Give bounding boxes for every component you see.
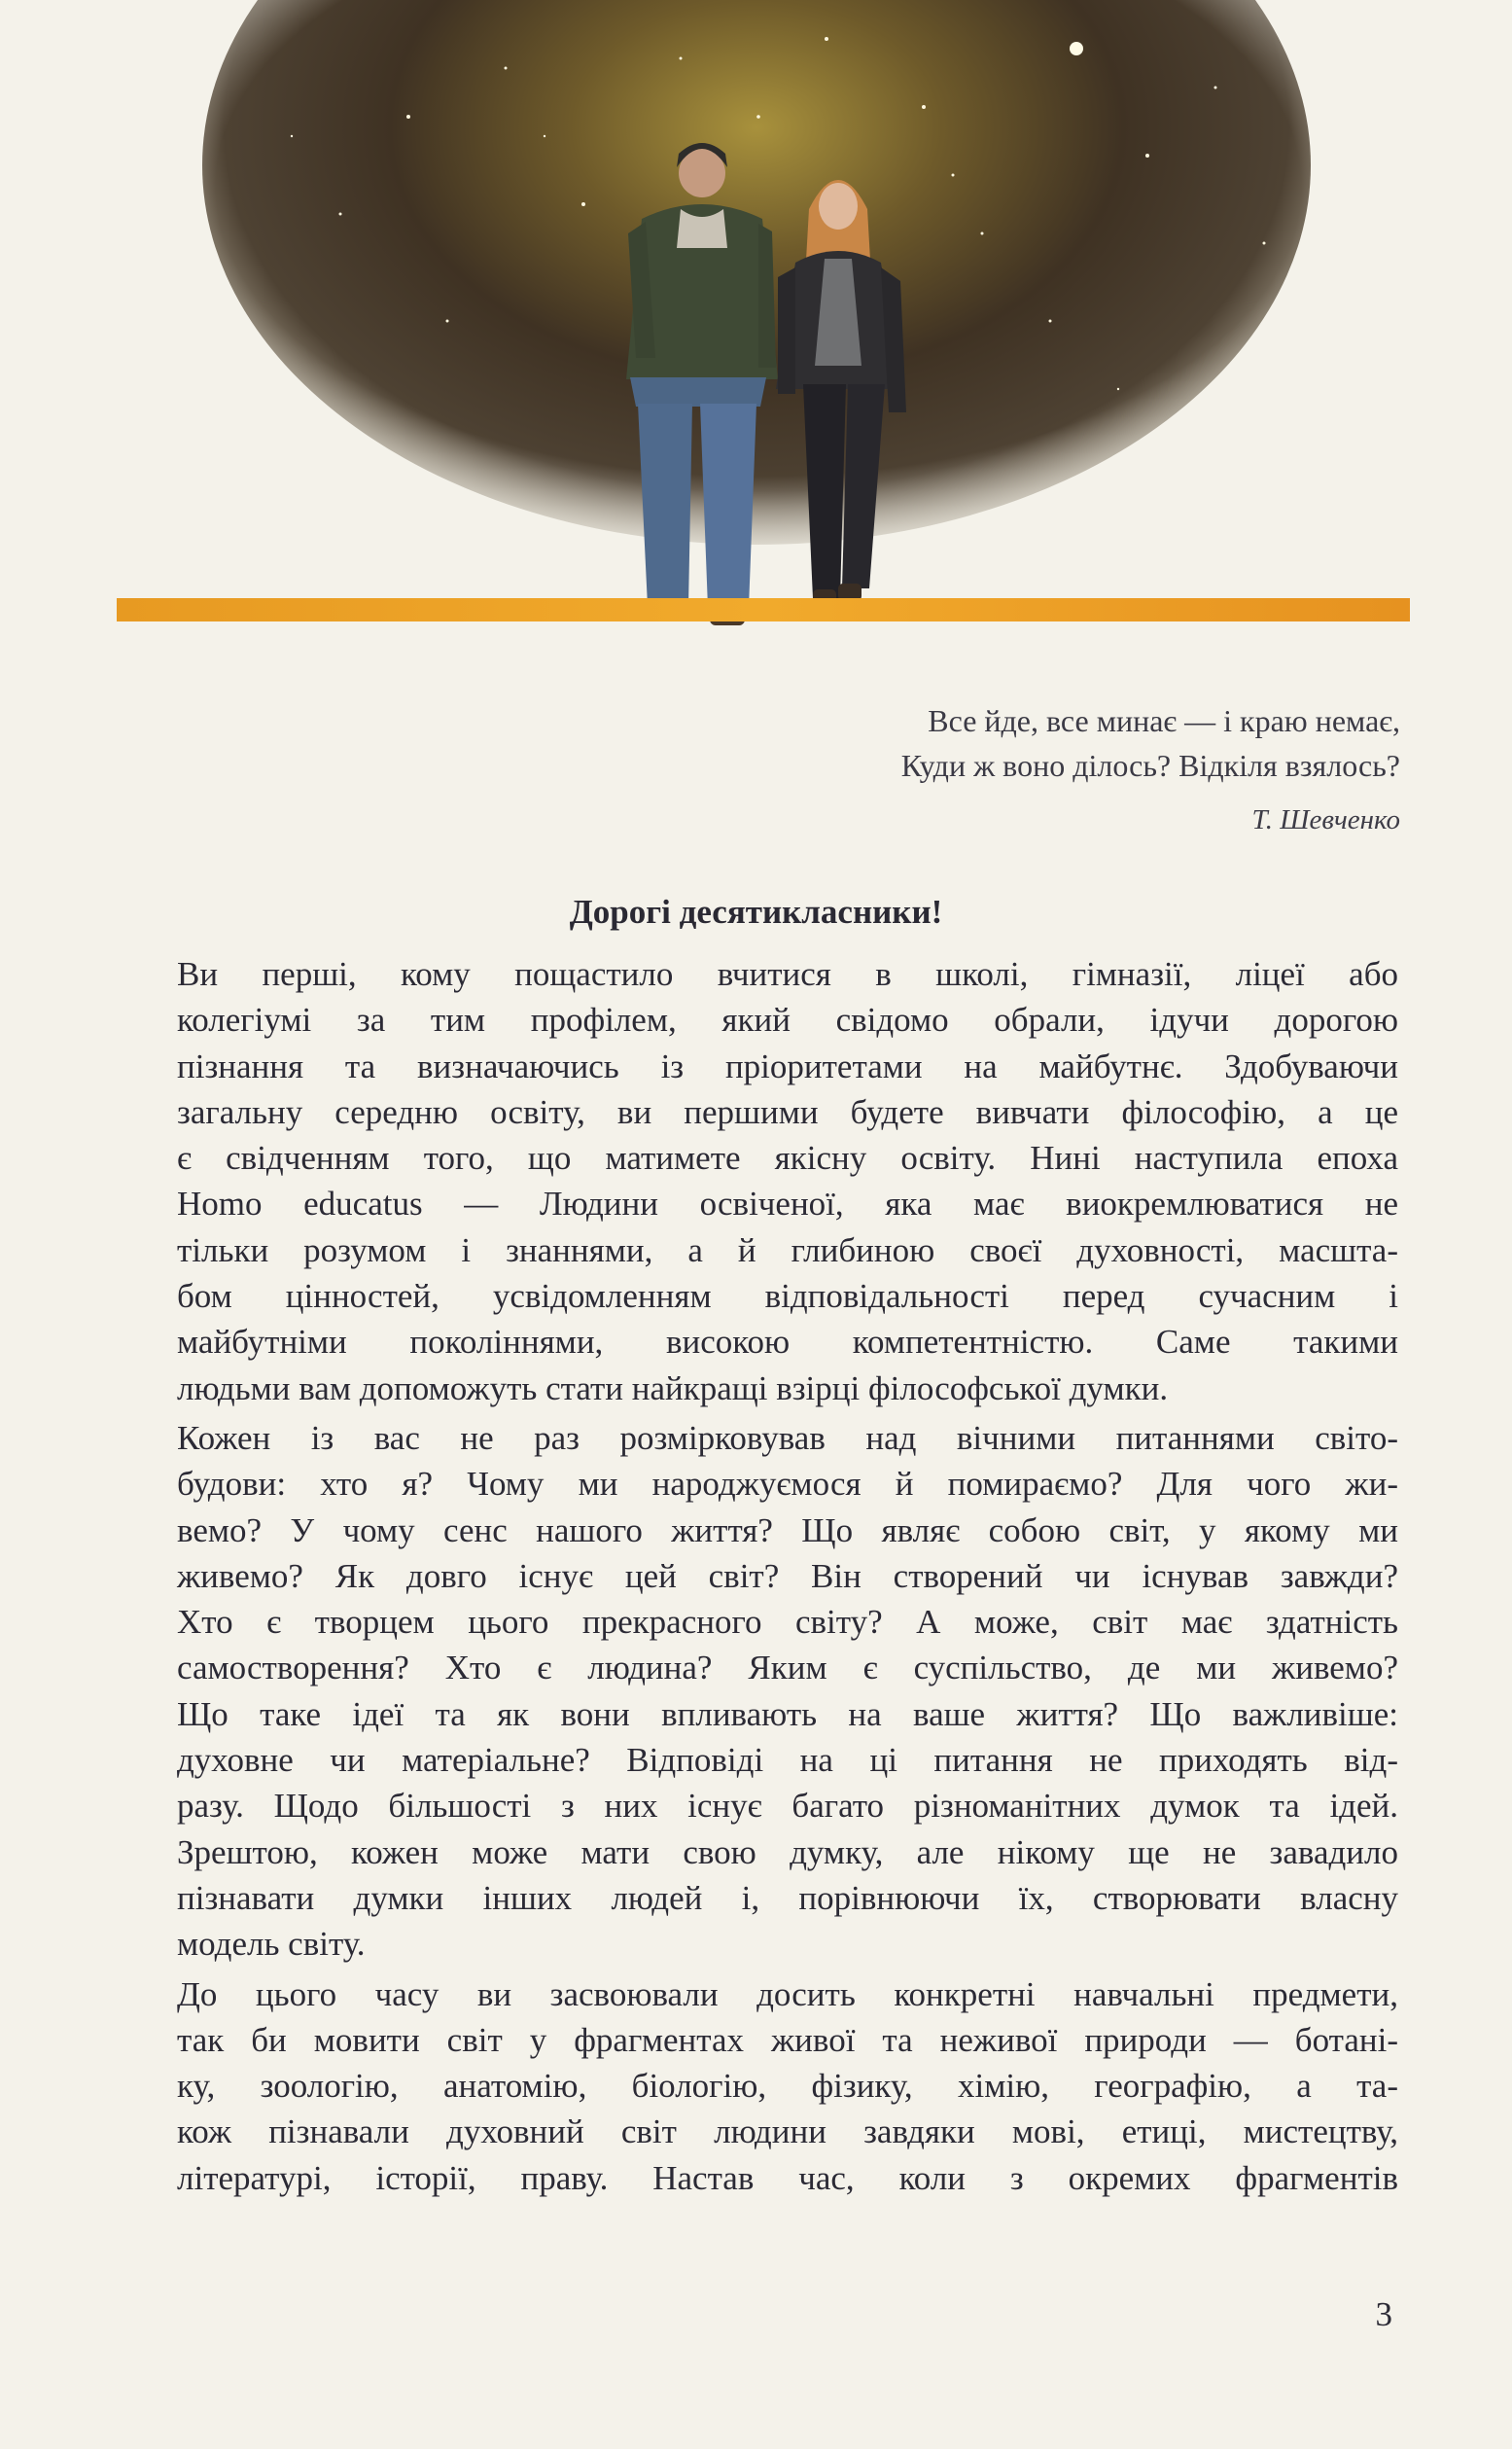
- text-line: вемо? У чому сенс нашого життя? Що являє собою світ, у якому ми: [177, 1510, 1398, 1549]
- paragraph-3: [117, 1971, 1398, 2201]
- paragraph-2: [117, 1415, 1398, 1968]
- text-line: Homo educatus — Людини освіченої, яка має виокремлюватися не: [177, 1185, 1398, 1224]
- text-line: ку, зоологію, анатомію, біологію, фізику, хімію, географію, а та-: [177, 2067, 1398, 2106]
- text-line: духовне чи матеріальне? Відповіді на ці питання не приходять від-: [177, 1741, 1398, 1780]
- text-line: будови: хто я? Чому ми народжуємося й помираємо? Для чого жи-: [177, 1465, 1398, 1504]
- text-line: загальну середню освіту, ви першими будете вивчати філософію, а це: [177, 1092, 1398, 1131]
- text-line: модель світу.: [177, 1925, 366, 1964]
- text-line: Що таке ідеї та як вони впливають на ваше життя? Що важливіше:: [177, 1694, 1398, 1733]
- text-line: Зрештою, кожен може мати свою думку, але нікому ще не завадило: [177, 1832, 1398, 1871]
- text-line: кож пізнавали духовний світ людини завдяки мові, етиці, мистецтву,: [177, 2112, 1398, 2151]
- text-line: живемо? Як довго існує цей світ? Він створений чи існував завжди?: [177, 1556, 1398, 1595]
- text-line: майбутніми поколіннями, високою компетентністю. Саме такими: [177, 1323, 1398, 1362]
- text-line: пізнавати думки інших людей і, порівнюючи їх, створювати власну: [177, 1878, 1398, 1917]
- paragraph-1: [117, 951, 1398, 1411]
- text-line: людьми вам допоможуть стати найкращі взірці філософської думки.: [177, 1368, 1169, 1407]
- text-line: бом цінностей, усвідомленням відповідальності перед сучасним і: [177, 1277, 1398, 1316]
- text-line: є свідченням того, що матимете якісну освіту. Нині наступила епоха: [177, 1139, 1398, 1178]
- text-line: так би мовити світ у фрагментах живої та неживої природи — ботані-: [177, 2020, 1398, 2059]
- text-line: Кожен із вас не раз розмірковував над вічними питаннями світо-: [177, 1418, 1398, 1457]
- text-line: літературі, історії, праву. Настав час, коли з окремих фрагментів: [177, 2158, 1398, 2197]
- text-line: колегіумі за тим профілем, який свідомо обрали, ідучи дорогою: [177, 1001, 1398, 1040]
- text-line: тільки розумом і знаннями, а й глибиною своєї духовності, масшта-: [177, 1230, 1398, 1269]
- page-number: 3: [1375, 2295, 1392, 2333]
- epigraph-line: Все йде, все минає — і краю немає,: [928, 703, 1400, 738]
- text-line: Хто є творцем цього прекрасного світу? А може, світ має здатність: [177, 1603, 1398, 1642]
- text-line: самостворення? Хто є людина? Яким є суспільство, де ми живемо?: [177, 1649, 1398, 1687]
- text-line: До цього часу ви засвоювали досить конкретні навчальні предмети,: [177, 1974, 1398, 2013]
- orange-stripe: [117, 598, 1410, 621]
- body-text: [117, 951, 1398, 2201]
- text-line: Ви перші, кому пощастило вчитися в школі, гімназії, ліцеї або: [177, 955, 1398, 993]
- epigraph-author: Т. Шевченко: [1251, 804, 1400, 835]
- cover-illustration: [0, 0, 1512, 661]
- epigraph: [525, 698, 1400, 842]
- text-line: пізнання та визначаючись із пріоритетами на майбутнє. Здобуваючи: [177, 1047, 1398, 1085]
- text-line: разу. Щодо більшості з них існує багато різноманітних думок та ідей.: [177, 1787, 1398, 1826]
- page-heading: Дорогі десятикласники!: [569, 893, 943, 931]
- epigraph-line: Куди ж воно ділось? Відкіля взялось?: [900, 748, 1400, 783]
